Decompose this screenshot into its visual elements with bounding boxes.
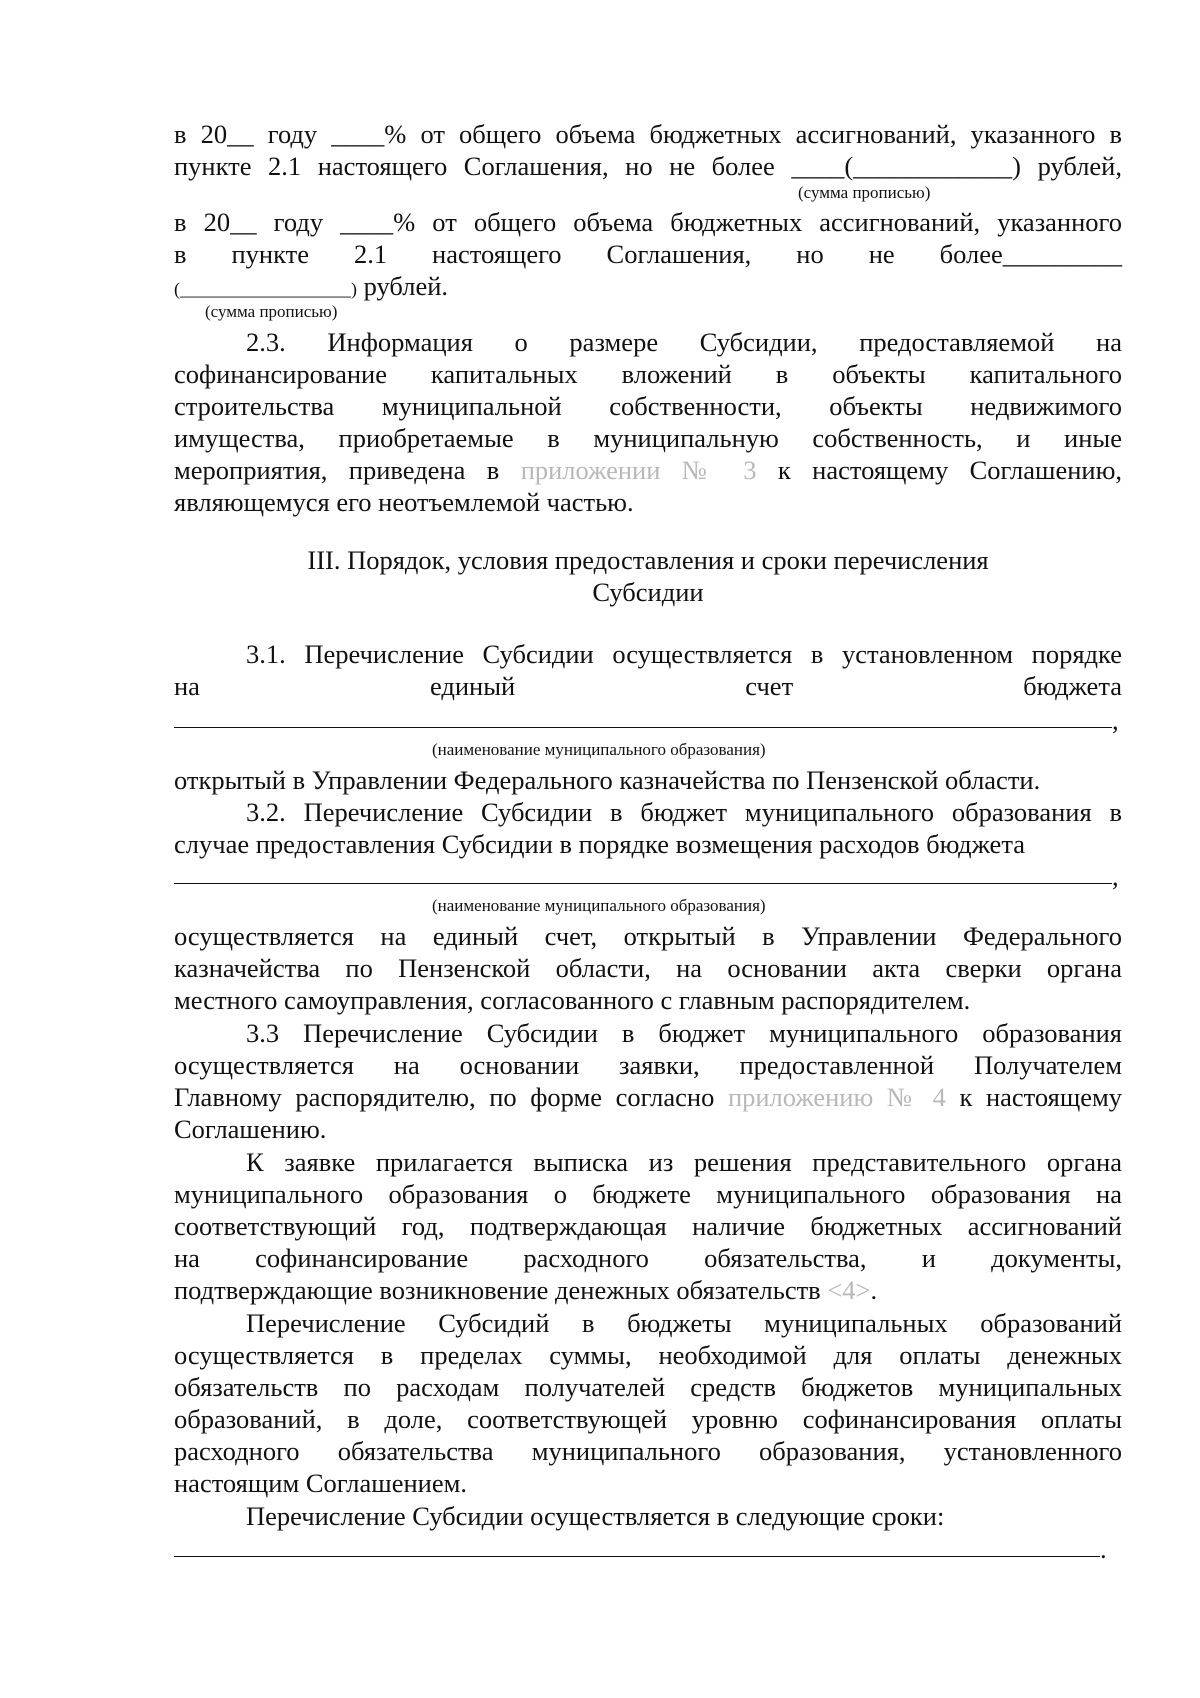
text-line: имущества, приобретаемые в муниципальную собственность, и иные [174,423,1122,453]
text-line: в пункте 2.1 настоящего Соглашения, но не более_________ [174,239,1122,269]
link-appendix-4[interactable]: приложению № 4 [727,1082,946,1112]
text-line: 3.3 Перечисление Субсидии в бюджет муниципального образования [246,1018,1122,1048]
text-line: софинансирование капитальных вложений в объекты капитального [174,359,1122,389]
text-fragment: к настоящему [945,1082,1123,1112]
text-fragment: рублей. [357,271,449,301]
text-line [174,454,1122,486]
text-fragment: мероприятия, приведена в [174,455,521,485]
caption-municipality-name: (наименование муниципального образования) [432,740,766,759]
text-fragment: подтверждающие возникновение денежных обязательств [174,1275,828,1305]
text-line: 3.1. Перечисление Субсидии осуществляется в установленном порядке [246,639,1122,669]
text-fragment: . [870,1275,878,1305]
text-line [174,1081,1122,1113]
text-line: К заявке прилагается выписка из решения представительного органа [246,1147,1122,1177]
text-line: образований, в доле, соответствующей уровню софинансирования оплаты [174,1404,1122,1434]
text-line: на единый счет бюджета [174,671,1122,701]
text-line: на софинансирование расходного обязательства, и документы, [174,1243,1122,1273]
text-line: Перечисление Субсидий в бюджеты муниципальных образований [246,1308,1122,1338]
text-line: пункте 2.1 настоящего Соглашения, но не более ____(____________) рублей, [174,151,1122,181]
text-line: муниципального образования о бюджете муниципального образования на [174,1179,1122,1209]
text-fragment: Главному распорядителю, по форме согласно [174,1082,728,1112]
text-line: 3.2. Перечисление Субсидии в бюджет муниципального образования в [246,797,1122,827]
caption-sum-in-words: (сумма прописью) [798,183,931,202]
text-line: осуществляется в пределах суммы, необходимой для оплаты денежных [174,1340,1122,1370]
text-line: настоящим Соглашением. [174,1468,467,1498]
text-fragment: , [1112,861,1119,891]
link-footnote-4[interactable]: <4> [827,1275,871,1305]
text-line: открытый в Управлении Федерального казначейства по Пензенской области. [174,765,1041,795]
text-line: соответствующий год, подтверждающая наличие бюджетных ассигнований [174,1211,1122,1241]
text-line: Соглашению. [174,1114,327,1144]
text-line: казначейства по Пензенской области, на основании акта сверки органа [174,953,1122,983]
blank-municipality-line [174,727,1112,728]
link-appendix-3[interactable]: приложении № 3 [520,455,757,485]
text-line: в 20__ году ____% от общего объема бюджетных ассигнований, указанного в [174,119,1122,149]
text-line: являющемуся его неотъемлемой частью. [174,487,634,517]
blank-municipality-line [174,883,1112,884]
section-heading: III. Порядок, условия предоставления и сроки перечисления [307,545,989,575]
text-line: 2.3. Информация о размере Субсидии, предоставляемой на [246,327,1122,357]
text-line: осуществляется на единый счет, открытый в Управлении Федерального [174,921,1122,951]
text-line: Перечисление Субсидии осуществляется в следующие сроки: [246,1501,945,1531]
text-line: случае предоставления Субсидии в порядке возмещения расходов бюджета [174,829,1025,859]
section-heading: Субсидии [592,577,704,607]
text-line: обязательств по расходам получателей средств бюджетов муниципальных [174,1372,1122,1402]
text-fragment: , [1112,705,1119,735]
caption-sum-in-words: (сумма прописью) [205,302,338,321]
text-line: расходного обязательства муниципального образования, установленного [174,1436,1122,1466]
text-line [174,1274,1122,1306]
text-fragment: к настоящему Соглашению, [756,455,1122,485]
blank-terms-line [174,1556,1100,1557]
caption-municipality-name: (наименование муниципального образования) [432,896,766,915]
text-fragment: . [1100,1534,1107,1564]
text-line [174,270,1122,302]
text-line: осуществляется на основании заявки, предоставленной Получателем [174,1050,1122,1080]
text-line: строительства муниципальной собственности, объекты недвижимого [174,391,1122,421]
blank-sum-field: (___________________) [174,279,357,299]
text-line: местного самоуправления, согласованного с главным распорядителем. [174,985,971,1015]
text-line: в 20__ году ____% от общего объема бюджетных ассигнований, указанного [174,207,1122,237]
